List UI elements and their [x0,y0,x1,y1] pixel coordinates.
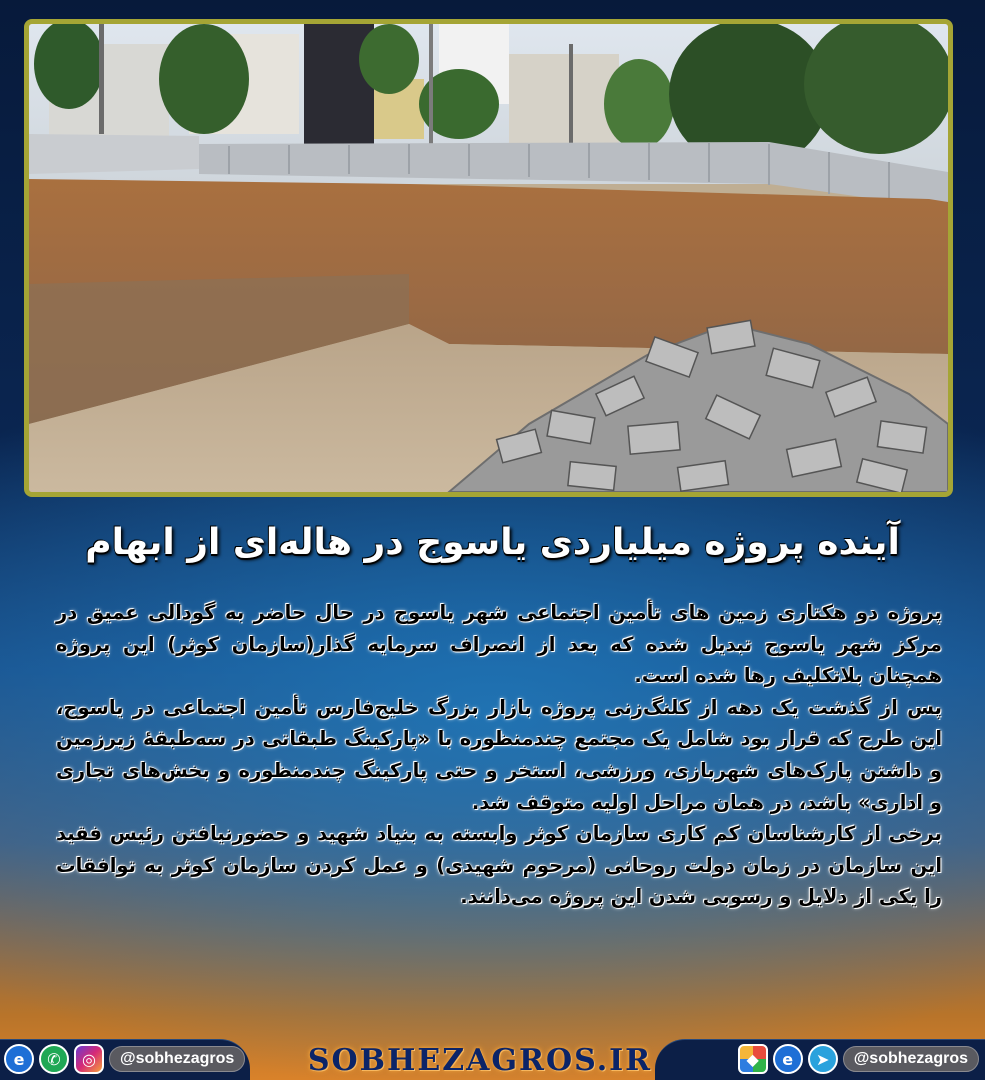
social-handle-right[interactable]: @sobhezagros [843,1046,979,1072]
rubika-icon[interactable]: ◆ [738,1044,768,1074]
whatsapp-icon[interactable]: ✆ [39,1044,69,1074]
telegram-icon[interactable]: ➤ [808,1044,838,1074]
paragraph: پروژه دو هکتاری زمین های تأمین اجتماعی شهر یاسوج در حال حاضر به گودالی عمیق در مرکز شهر یاسوج تبدیل شده که بعد از انصراف سرمایه گذار(سازمان کوثر) این پروژه همچنان بلاتکلیف رها شده است. [56,601,942,688]
social-handle-left[interactable]: @sobhezagros [109,1046,245,1072]
hero-photo [24,19,953,497]
paragraph: برخی از کارشناسان کم کاری سازمان کوثر وابسته به بنیاد شهید و حضورنیافتن رئیس فقید این سازمان در زمان دولت روحانی (مرحوم شهیدی) و عمل کردن سازمان کوثر به توافقات را یکی از دلایل و رسوبی شدن این پروژه می‌دانند. [56,822,942,909]
eitaa-icon[interactable]: e [773,1044,803,1074]
site-name[interactable]: SOBHEZAGROS.IR [307,1043,653,1078]
footer-social-left [4,1042,245,1076]
footer-social-right [738,1042,979,1076]
headline: آینده پروژه میلیاردی یاسوج در هاله‌ای از ابهام [85,522,900,563]
eitaa-icon[interactable]: e [4,1044,34,1074]
construction-site-illustration [29,24,948,492]
article-body [56,597,942,913]
paragraph: پس از گذشت یک دهه از کلنگ‌زنی پروژه بازار بزرگ خلیج‌فارس تأمین اجتماعی در یاسوج، این طرح که قرار بود شامل یک مجتمع چندمنظوره با «پارکینگ طبقاتی در سه‌طبقۀ زیرزمین و داشتن پارک‌های شهربازی، ورزشی، استخر و حتی پارکینگ چندمنظوره و بخش‌های تجاری و اداری» باشد، در همان مراحل اولیه متوقف شد. [56,695,942,814]
instagram-icon[interactable]: ◎ [74,1044,104,1074]
